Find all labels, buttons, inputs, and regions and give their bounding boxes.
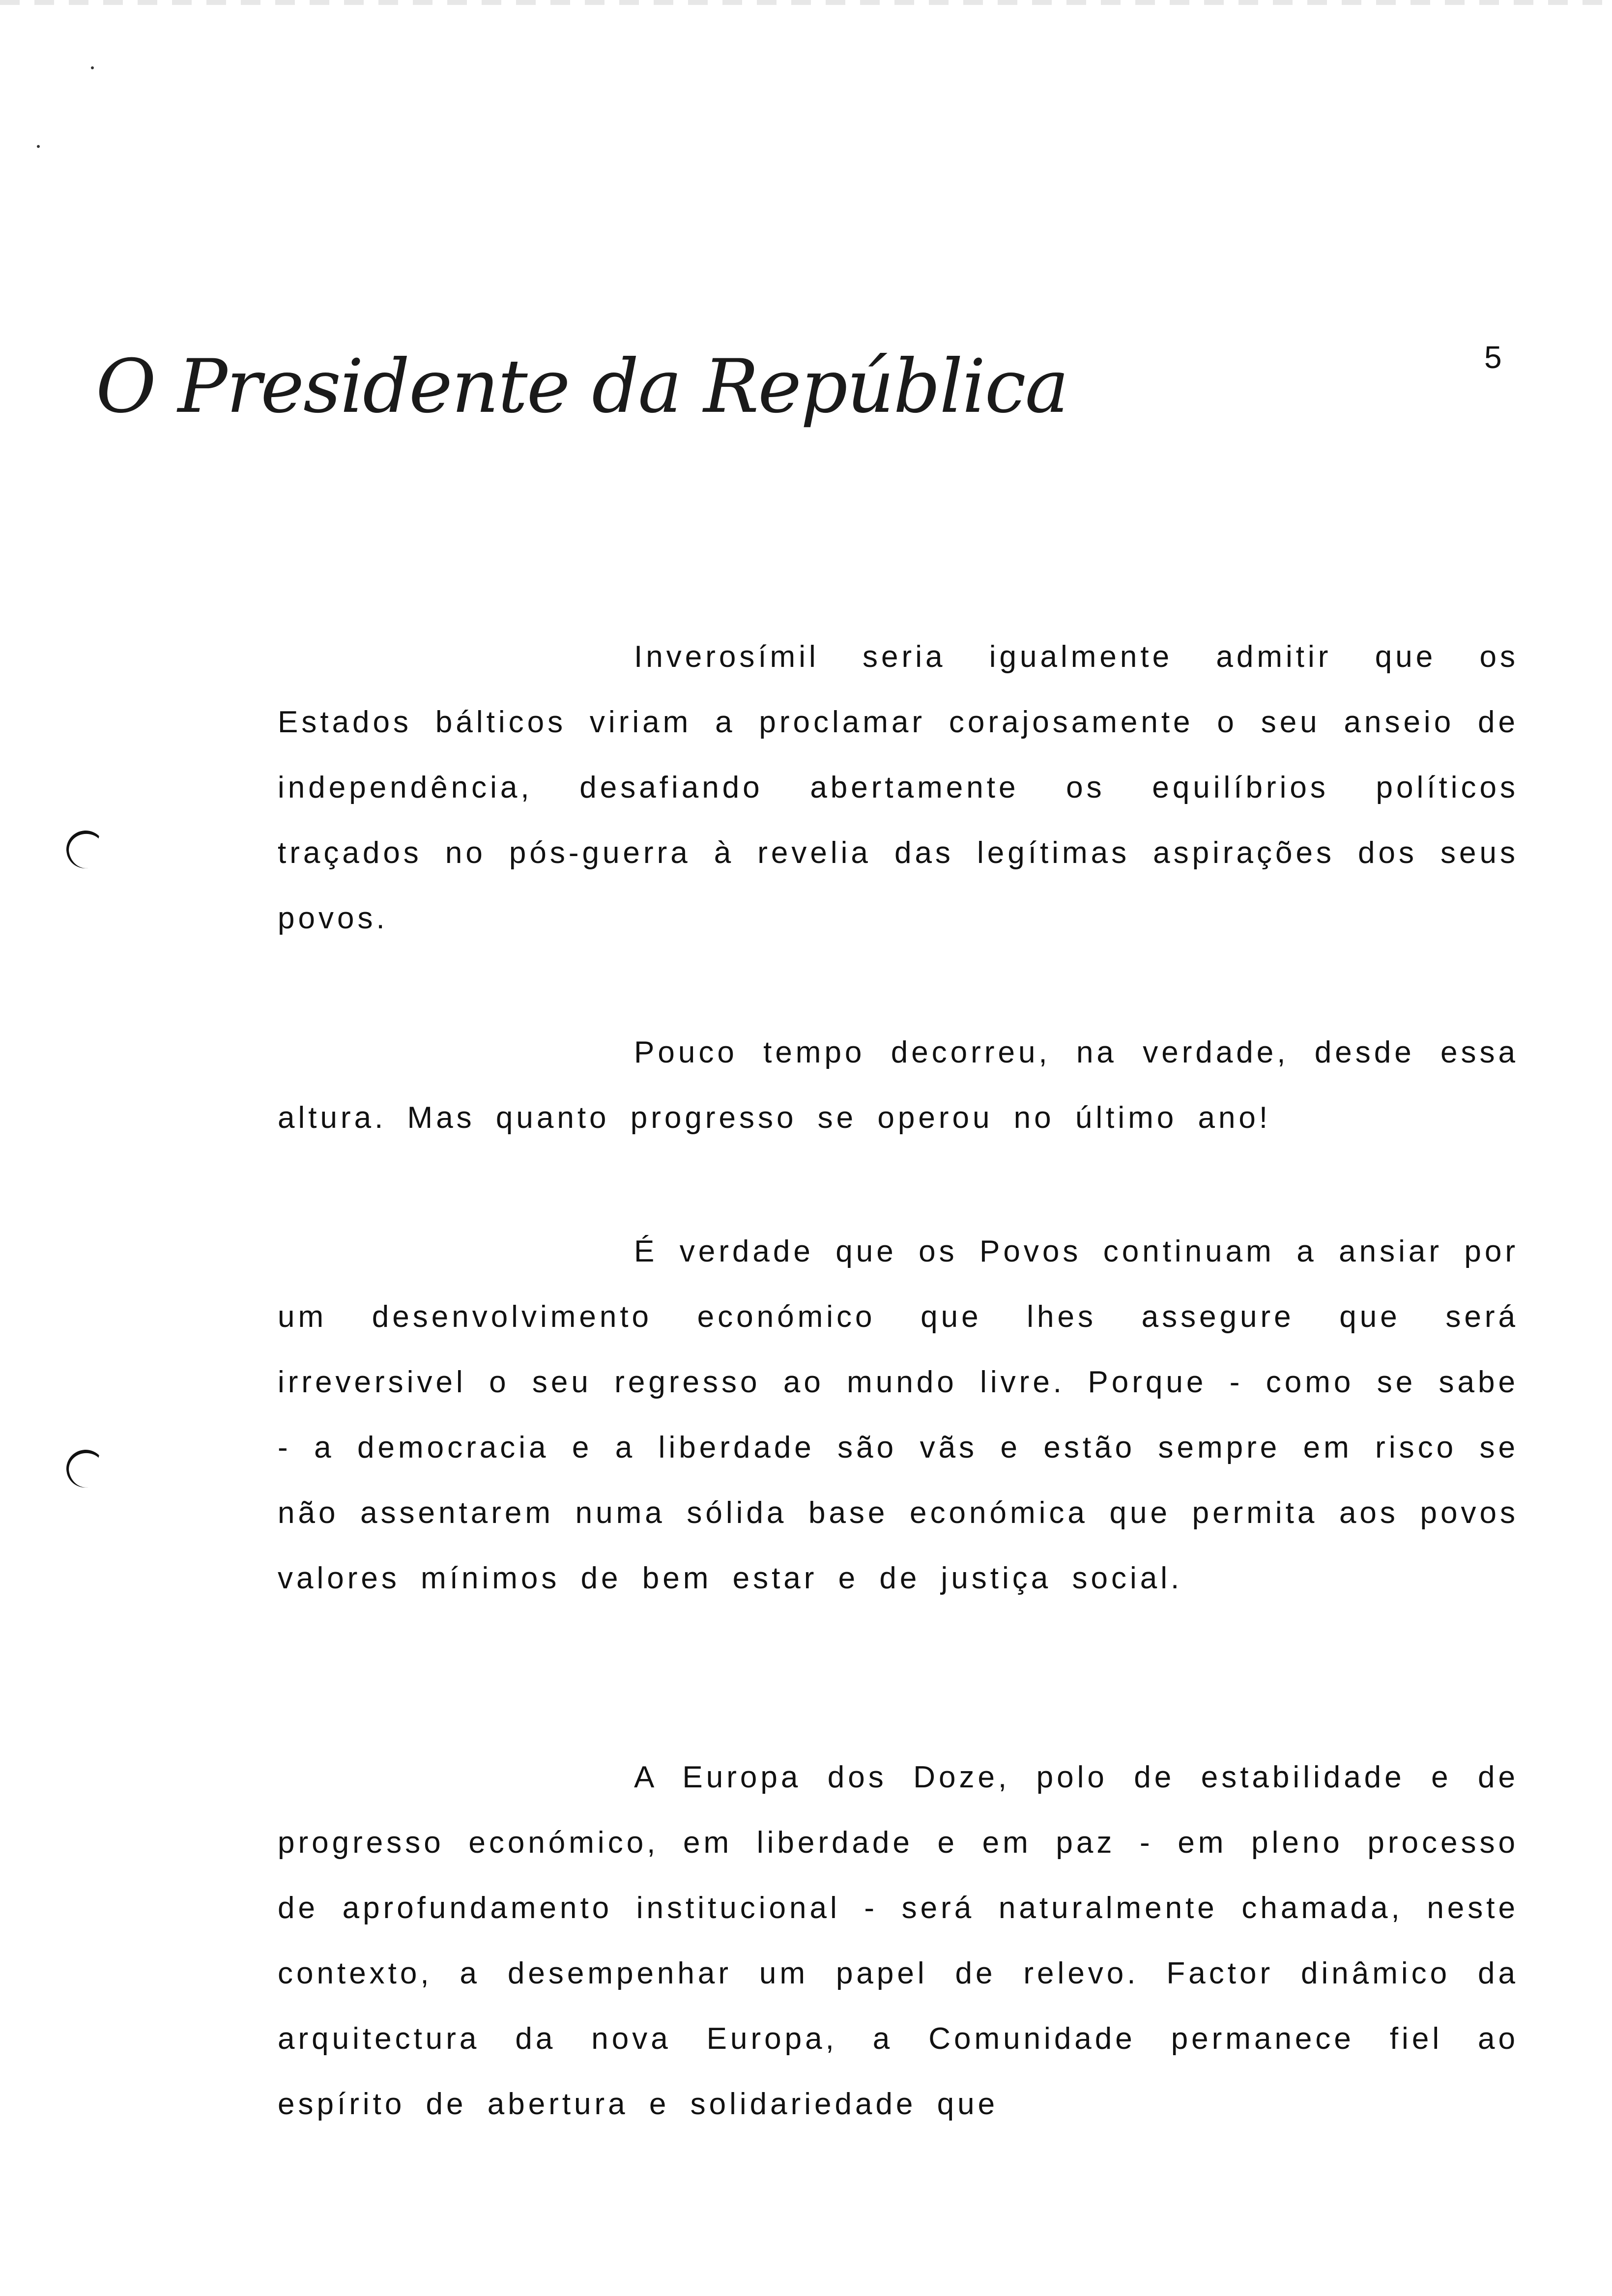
letterhead-signature: O Presidente da República xyxy=(96,344,1068,430)
paragraph-text: Pouco tempo decorreu, na verdade, desde essa altura. Mas quanto progresso se operou no último ano! xyxy=(278,1035,1519,1135)
scan-speck xyxy=(91,66,94,69)
paragraph-4 xyxy=(278,1745,1519,2137)
punch-hole-mark xyxy=(63,828,108,871)
paragraph-text: Inverosímil seria igualmente admitir que os Estados bálticos viriam a proclamar corajosamente o seu anseio de independência, desafiando abertamente os equilíbrios políticos traçados no pós-guerra à revelia das legítimas aspirações dos seus povos. xyxy=(278,640,1519,935)
page-number: 5 xyxy=(1484,340,1502,375)
scan-speck xyxy=(37,145,40,148)
punch-hole-mark xyxy=(63,1447,108,1491)
paragraph-2 xyxy=(278,1020,1519,1150)
paragraph-text: A Europa dos Doze, polo de estabilidade e de progresso económico, em liberdade e em paz - em pleno processo de aprofundamento institucional - será naturalmente chamada, neste contexto, a desempenhar um papel de relevo. Factor dinâmico da arquitectura da nova Europa, a Comunidade permanece fiel ao espírito de abertura e solidariedade que xyxy=(278,1760,1519,2121)
paragraph-1 xyxy=(278,624,1519,951)
scan-edge-artifact xyxy=(0,0,1612,5)
paragraph-3 xyxy=(278,1219,1519,1611)
paragraph-text: É verdade que os Povos continuam a ansiar por um desenvolvimento económico que lhes assegure que será irreversivel o seu regresso ao mundo livre. Porque - como se sabe - a democracia e a liberdade são vãs e estão sempre em risco se não assentarem numa sólida base económica que permita aos povos valores mínimos de bem estar e de justiça social. xyxy=(278,1234,1519,1595)
